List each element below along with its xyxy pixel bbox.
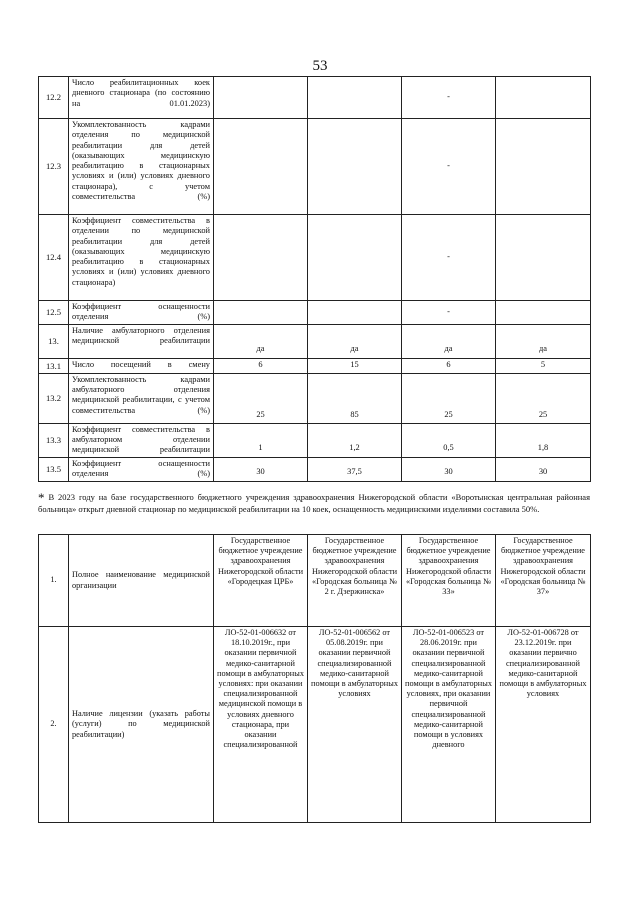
row-number: 13.3 bbox=[39, 423, 69, 457]
indicator-value bbox=[496, 301, 591, 325]
indicator-value: да bbox=[308, 324, 402, 358]
indicator-value: 30 bbox=[402, 457, 496, 481]
org-row-label: Наличие лицензии (указать работы (услуги) по медицинской реабилитации) bbox=[69, 627, 214, 823]
indicator-value: - bbox=[402, 77, 496, 119]
row-number: 2. bbox=[39, 627, 69, 823]
indicator-row bbox=[39, 301, 591, 325]
indicator-value bbox=[214, 215, 308, 301]
indicator-value: 15 bbox=[308, 358, 402, 373]
row-number: 12.4 bbox=[39, 215, 69, 301]
indicator-value: - bbox=[402, 215, 496, 301]
indicator-row bbox=[39, 324, 591, 358]
row-number: 12.3 bbox=[39, 119, 69, 215]
org-cell: ЛО-52-01-006632 от 18.10.2019г., при оказании первичной медико-санитарной помощи в амбулаторных условиях: при оказании специализированной медицинской помощи в условиях дневного стационара, при оказании специализированной bbox=[214, 627, 308, 823]
indicator-value: да bbox=[496, 324, 591, 358]
indicator-label: Наличие амбулаторного отделения медицинской реабилитации bbox=[69, 324, 214, 358]
indicator-value: да bbox=[214, 324, 308, 358]
indicator-value: - bbox=[402, 301, 496, 325]
indicator-row bbox=[39, 457, 591, 481]
page-number: 53 bbox=[312, 58, 328, 74]
indicator-value bbox=[496, 215, 591, 301]
indicator-value bbox=[308, 301, 402, 325]
indicator-label: Коэффициент оснащенности отделения (%) bbox=[69, 457, 214, 481]
indicators-table bbox=[38, 76, 591, 482]
indicator-label: Коэффициент оснащенности отделения (%) bbox=[69, 301, 214, 325]
indicator-value bbox=[214, 77, 308, 119]
footnote-star: * bbox=[38, 490, 45, 505]
indicator-value bbox=[214, 119, 308, 215]
row-number: 1. bbox=[39, 535, 69, 627]
indicator-label: Укомплектованность кадрами отделения по медицинской реабилитации для детей (оказывающих медицинскую реабилитацию в стационарных условиях и (или) условиях дневного стационара), с учетом совместительства (%) bbox=[69, 119, 214, 215]
indicator-value: 0,5 bbox=[402, 423, 496, 457]
indicator-row bbox=[39, 373, 591, 423]
org-cell: Государственное бюджетное учреждение здравоохранения Нижегородской области «Городская больница № 33» bbox=[402, 535, 496, 627]
indicator-row bbox=[39, 119, 591, 215]
indicator-value bbox=[308, 215, 402, 301]
row-number: 13.5 bbox=[39, 457, 69, 481]
row-number: 13. bbox=[39, 324, 69, 358]
indicator-row bbox=[39, 423, 591, 457]
indicator-value: 1,8 bbox=[496, 423, 591, 457]
row-number: 12.2 bbox=[39, 77, 69, 119]
org-cell: ЛО-52-01-006523 от 28.06.2019г. при оказании первичной специализированной медико-санитарной помощи в амбулаторных условиях, при оказании первичной специализированной медико-санитарной помощи в условиях дневного bbox=[402, 627, 496, 823]
indicator-value: 5 bbox=[496, 358, 591, 373]
indicator-value: 30 bbox=[214, 457, 308, 481]
indicator-value: да bbox=[402, 324, 496, 358]
indicator-label: Коэффициент совместительства в отделении по медицинской реабилитации для детей (оказывающих медицинскую реабилитацию в стационарных условиях и (или) условиях дневного стационара) bbox=[69, 215, 214, 301]
indicator-row bbox=[39, 77, 591, 119]
indicator-value: - bbox=[402, 119, 496, 215]
org-cell: Государственное бюджетное учреждение здравоохранения Нижегородской области «Городская больница № 37» bbox=[496, 535, 591, 627]
indicator-value: 1,2 bbox=[308, 423, 402, 457]
indicator-value: 1 bbox=[214, 423, 308, 457]
row-number: 12.5 bbox=[39, 301, 69, 325]
indicator-value bbox=[308, 119, 402, 215]
footnote-text: В 2023 году на базе государственного бюджетного учреждения здравоохранения Нижегородской области «Воротынская центральная районная больница» открыт дневной стационар по медицинской реабилитации на 10 коек, оснащенность медицинскими изделиями составила 50%. bbox=[38, 492, 590, 514]
indicator-label: Коэффициент совместительства в амбулаторном отделении медицинской реабилитации bbox=[69, 423, 214, 457]
indicator-row bbox=[39, 358, 591, 373]
organizations-table bbox=[38, 534, 591, 823]
indicator-value: 6 bbox=[402, 358, 496, 373]
org-cell: Государственное бюджетное учреждение здравоохранения Нижегородской области «Городецкая ЦРБ» bbox=[214, 535, 308, 627]
org-cell: Государственное бюджетное учреждение здравоохранения Нижегородской области «Городская больница № 2 г. Дзержинска» bbox=[308, 535, 402, 627]
org-row-label: Полное наименование медицинской организации bbox=[69, 535, 214, 627]
indicator-value bbox=[496, 119, 591, 215]
org-cell: ЛО-52-01-006728 от 23.12.2019г. при оказании первично специализированной медико-санитарной помощи в амбулаторных условиях bbox=[496, 627, 591, 823]
indicator-value bbox=[308, 77, 402, 119]
indicator-value: 25 bbox=[214, 373, 308, 423]
indicator-value: 6 bbox=[214, 358, 308, 373]
org-cell: ЛО-52-01-006562 от 05.08.2019г. при оказании первичной специализированной медико-санитарной помощи в амбулаторных условиях bbox=[308, 627, 402, 823]
footnote bbox=[38, 492, 590, 515]
indicator-value: 85 bbox=[308, 373, 402, 423]
row-number: 13.1 bbox=[39, 358, 69, 373]
indicator-value: 30 bbox=[496, 457, 591, 481]
org-row bbox=[39, 627, 591, 823]
indicator-row bbox=[39, 215, 591, 301]
indicator-value bbox=[214, 301, 308, 325]
indicator-label: Число посещений в смену bbox=[69, 358, 214, 373]
indicator-label: Число реабилитационных коек дневного стационара (по состоянию на 01.01.2023) bbox=[69, 77, 214, 119]
indicator-value: 25 bbox=[402, 373, 496, 423]
indicator-value: 37,5 bbox=[308, 457, 402, 481]
indicator-label: Укомплектованность кадрами амбулаторного отделения медицинской реабилитации, с учетом совместительства (%) bbox=[69, 373, 214, 423]
indicator-value: 25 bbox=[496, 373, 591, 423]
row-number: 13.2 bbox=[39, 373, 69, 423]
org-row bbox=[39, 535, 591, 627]
indicator-value bbox=[496, 77, 591, 119]
